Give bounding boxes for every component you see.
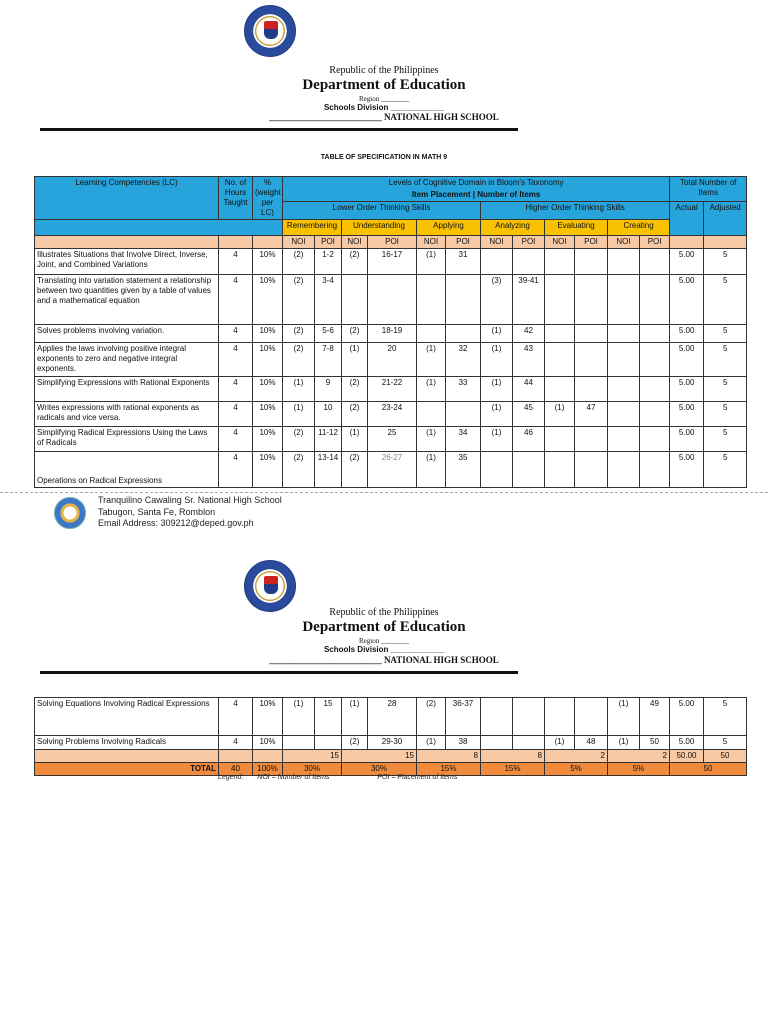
poi-cell: 48 [575,736,608,750]
noi-cell [545,249,575,275]
poi-cell [575,377,608,402]
noi-cell [545,452,575,488]
header-divider [40,128,518,131]
competency-cell: Simplifying Expressions with Rational Exponents [35,377,219,402]
noi-cell: (2) [342,736,368,750]
noi-cell [608,249,640,275]
noi-cell: (1) [417,736,446,750]
hours-cell: 4 [219,325,253,343]
poi-cell: 31 [446,249,481,275]
poi-cell [368,275,417,325]
table-row [35,402,747,427]
noi-poi-row: NOI POI NOI POI NOI POI NOI POI NOI POI NOI POI [35,236,747,249]
noi-cell: (1) [417,427,446,452]
weight-cell: 10% [253,427,283,452]
actual-cell: 5.00 [670,452,704,488]
noi-cell: (1) [283,377,315,402]
noi-cell [481,452,513,488]
noi-cell [608,325,640,343]
poi-cell: 45 [513,402,545,427]
noi-cell [545,275,575,325]
poi-cell: 49 [640,698,670,736]
noi-cell [545,377,575,402]
division-line: Schools Division ____________ [323,103,445,112]
poi-cell: 23-24 [368,402,417,427]
poi-cell: 28 [368,698,417,736]
weight-cell: 10% [253,343,283,377]
header-weight: % (weight per LC) [253,177,283,220]
table-row [35,275,747,325]
noi-cell: (2) [283,275,315,325]
total-creating: 5% [608,763,670,776]
header-placement: Item Placement | Number of Items [283,189,670,202]
header-understanding: Understanding [342,220,417,236]
poi-cell [513,736,545,750]
poi-cell: 32 [446,343,481,377]
republic-text-2: Republic of the Philippines [329,607,439,618]
adjusted-cell: 5 [704,377,747,402]
noi-cell: (1) [545,402,575,427]
noi-cell: (1) [481,402,513,427]
competency-cell: Operations on Radical Expressions [35,452,219,488]
competency-cell: Solving Equations Involving Radical Expressions [35,698,219,736]
noi-cell: (2) [342,402,368,427]
poi-cell [575,698,608,736]
poi-cell: 9 [315,377,342,402]
noi-cell [545,325,575,343]
noi-cell [545,698,575,736]
poi-cell [575,325,608,343]
poi-cell: 10 [315,402,342,427]
legend [218,774,457,781]
poi-cell: 29-30 [368,736,417,750]
actual-cell: 5.00 [670,377,704,402]
noi-cell [608,402,640,427]
actual-cell: 5.00 [670,343,704,377]
school-line-2: _________________________ NATIONAL HIGH SCHOOL [269,655,499,665]
noi-cell [481,249,513,275]
footer-email: Email Address: 309212@deped.gov.ph [98,518,254,529]
poi-cell [640,275,670,325]
actual-cell: 5.00 [670,325,704,343]
table-row [35,736,747,750]
hours-cell: 4 [219,427,253,452]
noi-cell [608,377,640,402]
header-creating: Creating [608,220,670,236]
header-adjusted: Adjusted [704,202,747,236]
adjusted-cell: 5 [704,452,747,488]
header-hots: Higher Order Thinking Skills [481,202,670,220]
noi-cell: (1) [342,343,368,377]
noi-cell [608,427,640,452]
poi-cell: 16-17 [368,249,417,275]
poi-cell [315,736,342,750]
competency-cell: Applies the laws involving positive integral exponents to zero and negative integral exponents. [35,343,219,377]
noi-cell: (1) [481,427,513,452]
poi-cell: 25 [368,427,417,452]
total-items: 50 [670,763,747,776]
subtotal-adjusted: 50 [704,750,747,763]
header-actual: Actual [670,202,704,236]
header-lots: Lower Order Thinking Skills [283,202,481,220]
actual-cell: 5.00 [670,427,704,452]
poi-cell [640,452,670,488]
poi-cell: 47 [575,402,608,427]
poi-cell: 21-22 [368,377,417,402]
weight-cell: 10% [253,452,283,488]
hours-cell: 4 [219,736,253,750]
competency-cell: Writes expressions with rational exponents as radicals and vice versa. [35,402,219,427]
noi-cell: (1) [417,377,446,402]
department-title-2: Department of Education [302,619,466,635]
deped-seal-logo [244,5,296,57]
noi-cell: (2) [283,249,315,275]
noi-cell: (2) [283,427,315,452]
total-hours: 40 [219,763,253,776]
noi-cell: (1) [417,452,446,488]
noi-cell: (1) [417,249,446,275]
specification-table [34,176,747,488]
noi-cell: (2) [283,343,315,377]
adjusted-cell: 5 [704,275,747,325]
footer-address [98,495,282,530]
poi-cell: 15 [315,698,342,736]
subtotal-understanding: 15 [342,750,417,763]
school-line: _________________________ NATIONAL HIGH SCHOOL [269,112,499,122]
legend-poi: POI = Placement of Items [377,774,458,781]
noi-cell: (2) [342,377,368,402]
noi-cell: (1) [283,402,315,427]
poi-cell [640,427,670,452]
poi-cell [513,452,545,488]
legend-label: Legend: [218,774,244,781]
poi-cell: 39-41 [513,275,545,325]
table-row [35,343,747,377]
weight-cell: 10% [253,249,283,275]
table-row [35,249,747,275]
noi-cell: (2) [283,325,315,343]
poi-cell: 11-12 [315,427,342,452]
poi-cell [640,377,670,402]
noi-cell: (2) [342,249,368,275]
header-divider-2 [40,671,518,674]
noi-cell [608,343,640,377]
poi-cell [640,325,670,343]
subtotal-evaluating: 2 [545,750,608,763]
noi-cell [417,275,446,325]
noi-cell: (1) [481,377,513,402]
header-hours: No. of Hours Taught [219,177,253,220]
poi-cell: 26-27 [368,452,417,488]
noi-cell: (1) [608,698,640,736]
poi-cell [640,343,670,377]
subtotal-row [35,750,747,763]
noi-cell: (1) [342,427,368,452]
subtotal-remembering: 15 [283,750,342,763]
poi-cell [446,325,481,343]
total-evaluating: 5% [545,763,608,776]
poi-cell [575,249,608,275]
total-remembering: 30% [283,763,342,776]
noi-cell: (1) [417,343,446,377]
subtotal-applying: 8 [417,750,481,763]
weight-cell: 10% [253,377,283,402]
region-line: Region ________ [359,95,409,103]
header-lc: Learning Competencies (LC) [35,177,219,220]
division-line-2: Schools Division ____________ [323,645,445,654]
adjusted-cell: 5 [704,736,747,750]
school-seal-logo [54,497,86,529]
competency-cell: Solving Problems Involving Radicals [35,736,219,750]
poi-cell: 33 [446,377,481,402]
header-levels: Levels of Cognitive Domain in Bloom's Taxonomy [283,177,670,190]
document-title: TABLE OF SPECIFICATION IN MATH 9 [320,154,448,161]
legend-noi: NOI = Number of Items [257,774,330,781]
hours-cell: 4 [219,343,253,377]
header-applying: Applying [417,220,481,236]
table-row [35,698,747,736]
weight-cell: 10% [253,698,283,736]
noi-cell [283,736,315,750]
noi-cell [545,343,575,377]
noi-cell [417,325,446,343]
poi-cell: 42 [513,325,545,343]
competency-cell: Simplifying Radical Expressions Using the Laws of Radicals [35,427,219,452]
noi-cell: (2) [342,452,368,488]
total-applying: 15% [417,763,481,776]
noi-cell: (1) [545,736,575,750]
hours-cell: 4 [219,452,253,488]
poi-cell: 18-19 [368,325,417,343]
hours-cell: 4 [219,698,253,736]
poi-cell [446,275,481,325]
subtotal-analyzing: 8 [481,750,545,763]
hours-cell: 4 [219,249,253,275]
competency-cell: Solves problems involving variation. [35,325,219,343]
poi-cell: 20 [368,343,417,377]
specification-table-continued [34,697,747,776]
noi-cell [545,427,575,452]
adjusted-cell: 5 [704,343,747,377]
competency-cell: Illustrates Situations that Involve Direct, Inverse, Joint, and Combined Variations [35,249,219,275]
poi-cell [513,249,545,275]
department-title: Department of Education [302,77,466,93]
noi-cell [417,402,446,427]
poi-cell: 3-4 [315,275,342,325]
adjusted-cell: 5 [704,402,747,427]
footer-location: Tabugon, Santa Fe, Romblon [98,506,216,517]
header-evaluating: Evaluating [545,220,608,236]
subtotal-creating: 2 [608,750,670,763]
poi-cell: 50 [640,736,670,750]
adjusted-cell: 5 [704,427,747,452]
adjusted-cell: 5 [704,698,747,736]
poi-cell: 46 [513,427,545,452]
poi-cell: 35 [446,452,481,488]
noi-cell [481,698,513,736]
total-understanding: 30% [342,763,417,776]
poi-cell: 43 [513,343,545,377]
subtotal-actual: 50.00 [670,750,704,763]
poi-cell [575,275,608,325]
noi-cell [608,452,640,488]
poi-cell: 44 [513,377,545,402]
region-line-2: Region ________ [359,637,409,645]
poi-cell: 7-8 [315,343,342,377]
header-analyzing: Analyzing [481,220,545,236]
header-total-items: Total Number of Items [670,177,747,202]
noi-cell [608,275,640,325]
total-analyzing: 15% [481,763,545,776]
hours-cell: 4 [219,377,253,402]
poi-cell [575,427,608,452]
poi-cell [640,249,670,275]
noi-cell: (1) [481,343,513,377]
noi-cell: (3) [481,275,513,325]
adjusted-cell: 5 [704,325,747,343]
poi-cell: 36-37 [446,698,481,736]
footer-divider [0,492,768,493]
poi-cell: 34 [446,427,481,452]
noi-cell: (1) [481,325,513,343]
deped-seal-logo-2 [244,560,296,612]
actual-cell: 5.00 [670,736,704,750]
table-row [35,325,747,343]
total-percent: 100% [253,763,283,776]
noi-cell: (1) [342,698,368,736]
table-row [35,452,747,488]
poi-cell: 13-14 [315,452,342,488]
noi-cell: (2) [417,698,446,736]
actual-cell: 5.00 [670,249,704,275]
adjusted-cell: 5 [704,249,747,275]
actual-cell: 5.00 [670,698,704,736]
competency-cell: Translating into variation statement a relationship between two quantities given by a table of values and a mathematical equation [35,275,219,325]
weight-cell: 10% [253,736,283,750]
noi-cell: (1) [608,736,640,750]
table-row [35,427,747,452]
hours-cell: 4 [219,275,253,325]
poi-cell: 5-6 [315,325,342,343]
weight-cell: 10% [253,325,283,343]
actual-cell: 5.00 [670,402,704,427]
total-label: TOTAL [35,763,219,776]
noi-cell [481,736,513,750]
poi-cell [640,402,670,427]
poi-cell: 1-2 [315,249,342,275]
noi-cell: (2) [342,325,368,343]
hours-cell: 4 [219,402,253,427]
weight-cell: 10% [253,402,283,427]
poi-cell [575,452,608,488]
republic-text: Republic of the Philippines [329,65,439,76]
footer-school-name: Tranquilino Cawaling Sr. National High School [98,495,282,505]
actual-cell: 5.00 [670,275,704,325]
poi-cell [446,402,481,427]
noi-cell: (1) [283,698,315,736]
poi-cell [513,698,545,736]
weight-cell: 10% [253,275,283,325]
table-row [35,377,747,402]
poi-cell [575,343,608,377]
header-remembering: Remembering [283,220,342,236]
noi-cell: (2) [283,452,315,488]
poi-cell: 38 [446,736,481,750]
noi-cell [342,275,368,325]
